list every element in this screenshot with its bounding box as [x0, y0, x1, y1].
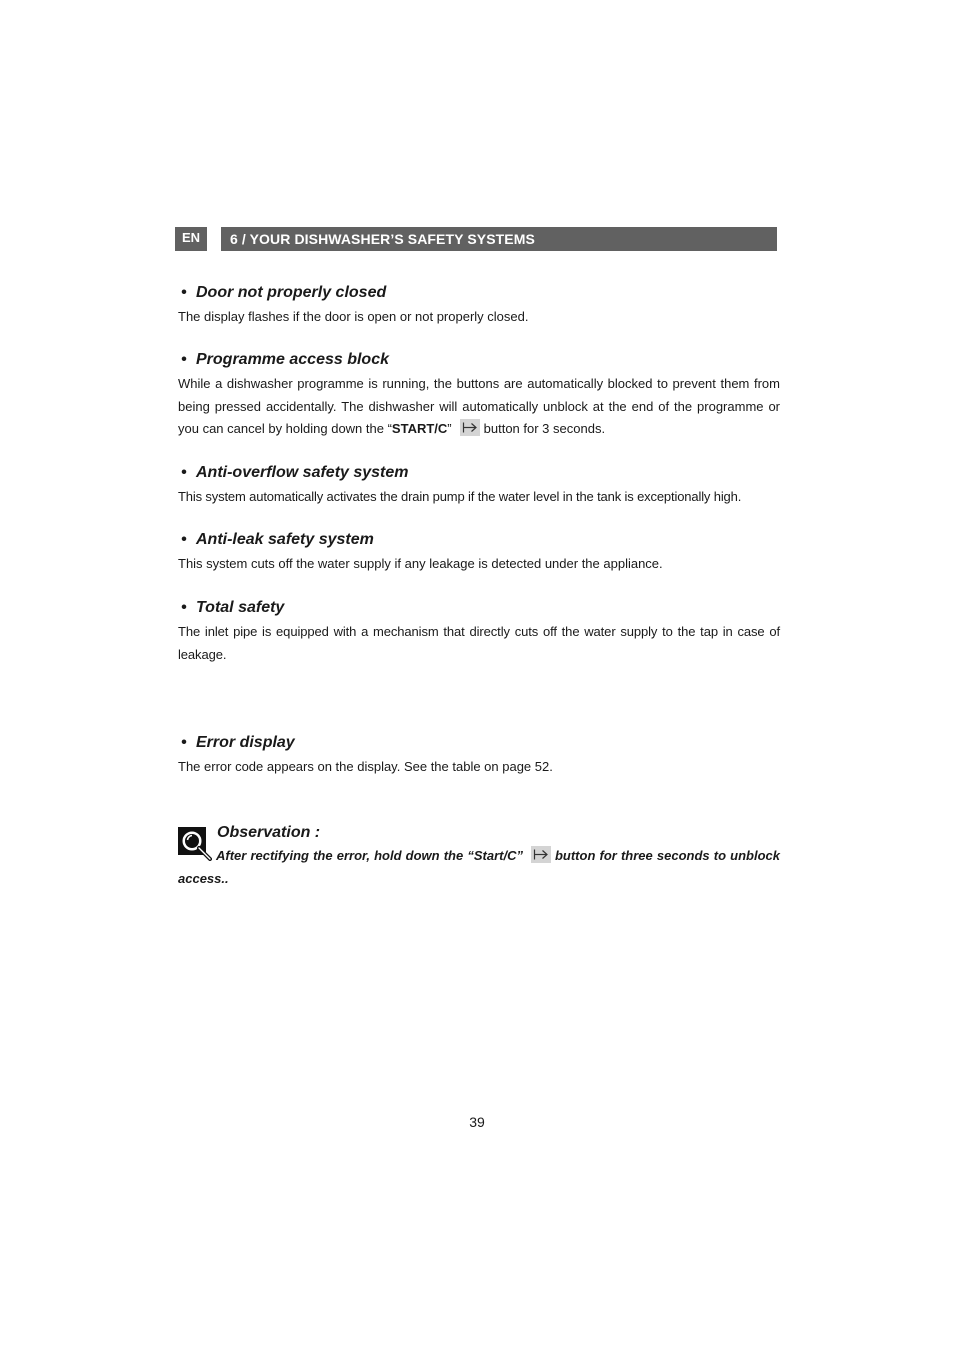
observation-title: Observation :: [217, 824, 321, 841]
section-text: This system automatically activates the drain pump if the water level in the tank is exceptionally high.: [178, 489, 742, 504]
page-number: 39: [469, 1114, 485, 1130]
section-door-not-properly-closed: [178, 283, 780, 329]
bullet: •: [181, 464, 187, 481]
observation-text-after: button for three seconds to unblock access..: [178, 848, 780, 886]
quote-close: ”: [447, 421, 452, 436]
section-anti-leak: [178, 530, 780, 576]
section-heading: [178, 530, 780, 550]
section-heading-text: Total safety: [196, 599, 285, 616]
bullet: •: [181, 734, 187, 751]
observation-text: [178, 844, 780, 890]
section-text-after: button for 3 seconds.: [483, 421, 606, 436]
section-title: 6 / YOUR DISHWASHER’S SAFETY SYSTEMS: [221, 227, 777, 251]
section-text-before: While a dishwasher programme is running, the buttons are automatically blocked to prevent them from being pressed accidentally. The dishwasher will automatically unblock at the end of the programme or you can cancel by holding down the “: [178, 376, 780, 436]
section-text: The error code appears on the display. See the table on page 52.: [178, 759, 553, 774]
language-badge: EN: [175, 227, 207, 251]
section-heading-text: Anti-leak safety system: [196, 531, 374, 548]
start-key-label: START/C: [391, 421, 448, 436]
section-programme-access-block: [178, 350, 780, 441]
section-text: The inlet pipe is equipped with a mechanism that directly cuts off the water supply to the tap in case of leakage.: [178, 624, 780, 662]
section-heading-text: Anti-overflow safety system: [196, 464, 409, 481]
bullet: •: [181, 351, 187, 368]
section-anti-overflow: [178, 463, 780, 509]
section-text: [178, 373, 780, 441]
bullet: •: [181, 531, 187, 548]
section-heading: [178, 283, 780, 303]
section-heading-text: Programme access block: [196, 351, 389, 368]
section-heading: [178, 598, 780, 618]
section-heading: [178, 350, 780, 370]
bullet: •: [181, 599, 187, 616]
start-cancel-key-icon: [531, 846, 551, 863]
bullet: •: [181, 284, 187, 301]
section-heading: [178, 733, 780, 753]
section-heading-text: Error display: [196, 734, 295, 751]
section-text: This system cuts off the water supply if any leakage is detected under the appliance.: [178, 556, 663, 571]
start-cancel-key-icon: [460, 419, 480, 436]
observation-text-before: After rectifying the error, hold down the “Start/C”: [216, 848, 523, 863]
section-heading-text: Door not properly closed: [196, 284, 387, 301]
section-total-safety: [178, 598, 780, 666]
section-text: The display flashes if the door is open or not properly closed.: [178, 309, 529, 324]
section-error-display: [178, 733, 780, 779]
section-heading: [178, 463, 780, 483]
